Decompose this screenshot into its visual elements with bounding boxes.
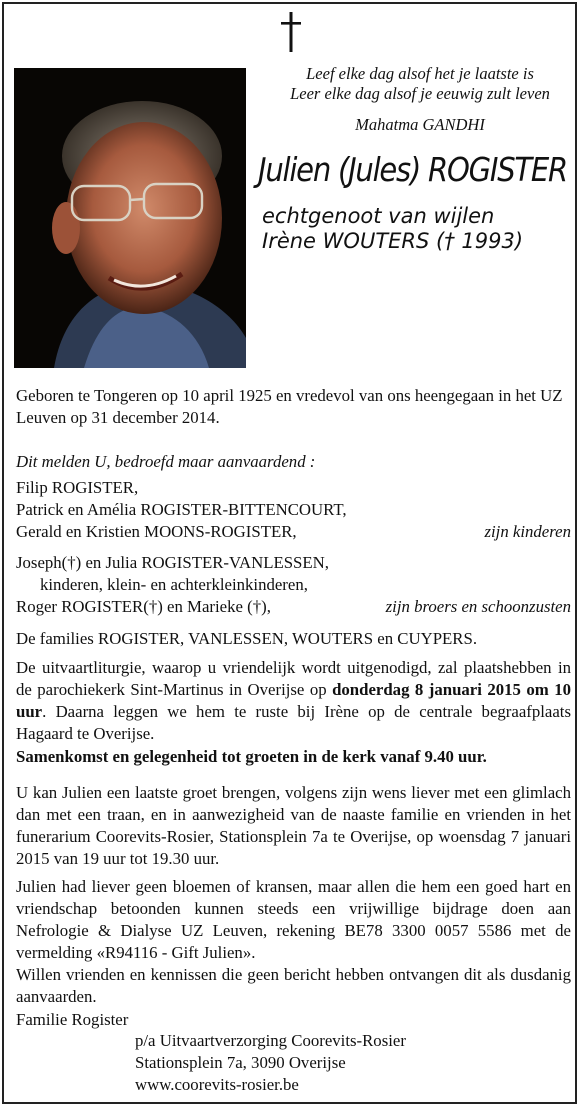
notice-text: Willen vrienden en kennissen die geen bericht hebben ontvangen dit als dusdanig aanvaarden. <box>16 965 571 1006</box>
liturgy-part-2: . Daarna leggen we hem te ruste bij Irène op de centrale begraafplaats Hagaard te Overijse. <box>16 702 571 743</box>
announce-intro: Dit melden U, bedroefd maar aanvaardend : <box>16 452 316 471</box>
quote-line-2: Leer elke dag alsof je eeuwig zult leven <box>290 84 550 103</box>
quote-line-1: Leef elke dag alsof het je laatste is <box>306 64 534 83</box>
gathering-text: Samenkomst en gelegenheid tot groeten in de kerk vanaf 9.40 uur. <box>16 747 487 766</box>
farewell-text: U kan Julien een laatste groet brengen, volgens zijn wens liever met een glimlach dan met een traan, en in aanwezigheid van de naaste familie en vrienden in het funerarium Coorevits-Rosier, Stationsplein 7a te Overijse, op woensdag 7 januari 2015 van 19 uur tot 19.30 uur. <box>16 783 571 868</box>
cross-icon <box>278 12 304 52</box>
siblings-label: zijn broers en schoonzusten <box>385 597 571 616</box>
funeral-home-website[interactable]: www.coorevits-rosier.be <box>135 1075 299 1094</box>
flowers-text: Julien had liever geen bloemen of kransen, maar allen die hem een goed hart en vriendschap betoonden kunnen steeds een vrijwillige bijdrage doen aan Nefrologie & Dialyse UZ Leuven, rekening BE78 3300 0057 5586 met de vermelding «R94116 - Gift Julien». <box>16 877 571 962</box>
deceased-name: Julien (Jules) ROGISTER <box>258 150 568 189</box>
children-label: zijn kinderen <box>484 522 571 541</box>
sibling-line-2: kinderen, klein- en achterkleinkinderen, <box>40 575 308 594</box>
families-text: De families ROGISTER, VANLESSEN, WOUTERS en CUYPERS. <box>16 629 478 648</box>
birth-text: Geboren te Tongeren op 10 april 1925 en vredevol van ons heengegaan in het UZ Leuven op 31 december 2014. <box>16 386 563 427</box>
sibling-line-1: Joseph(†) en Julia ROGISTER-VANLESSEN, <box>16 553 329 572</box>
signature: Familie Rogister <box>16 1010 129 1029</box>
spouse-line-1: echtgenoot van wijlen <box>262 204 495 228</box>
portrait-photo <box>14 68 246 368</box>
quote-author: Mahatma GANDHI <box>355 115 485 134</box>
sibling-line-3: Roger ROGISTER(†) en Marieke (†), <box>16 597 271 616</box>
child-line-1: Filip ROGISTER, <box>16 478 139 497</box>
liturgy-date: donderdag 8 januari 2015 om 10 uur <box>16 680 571 721</box>
funeral-home-line-1: p/a Uitvaartverzorging Coorevits-Rosier <box>135 1031 406 1050</box>
liturgy-part-1: De uitvaartliturgie, waarop u vriendelijk wordt uitgenodigd, zal plaatshebben in de parochiekerk Sint-Martinus in Overijse op <box>16 658 571 699</box>
child-line-3: Gerald en Kristien MOONS-ROGISTER, <box>16 522 297 541</box>
funeral-home-line-2: Stationsplein 7a, 3090 Overijse <box>135 1053 346 1072</box>
spouse-line-2: Irène WOUTERS († 1993) <box>262 229 524 253</box>
child-line-2: Patrick en Amélia ROGISTER-BITTENCOURT, <box>16 500 347 519</box>
liturgy-text <box>16 657 571 745</box>
